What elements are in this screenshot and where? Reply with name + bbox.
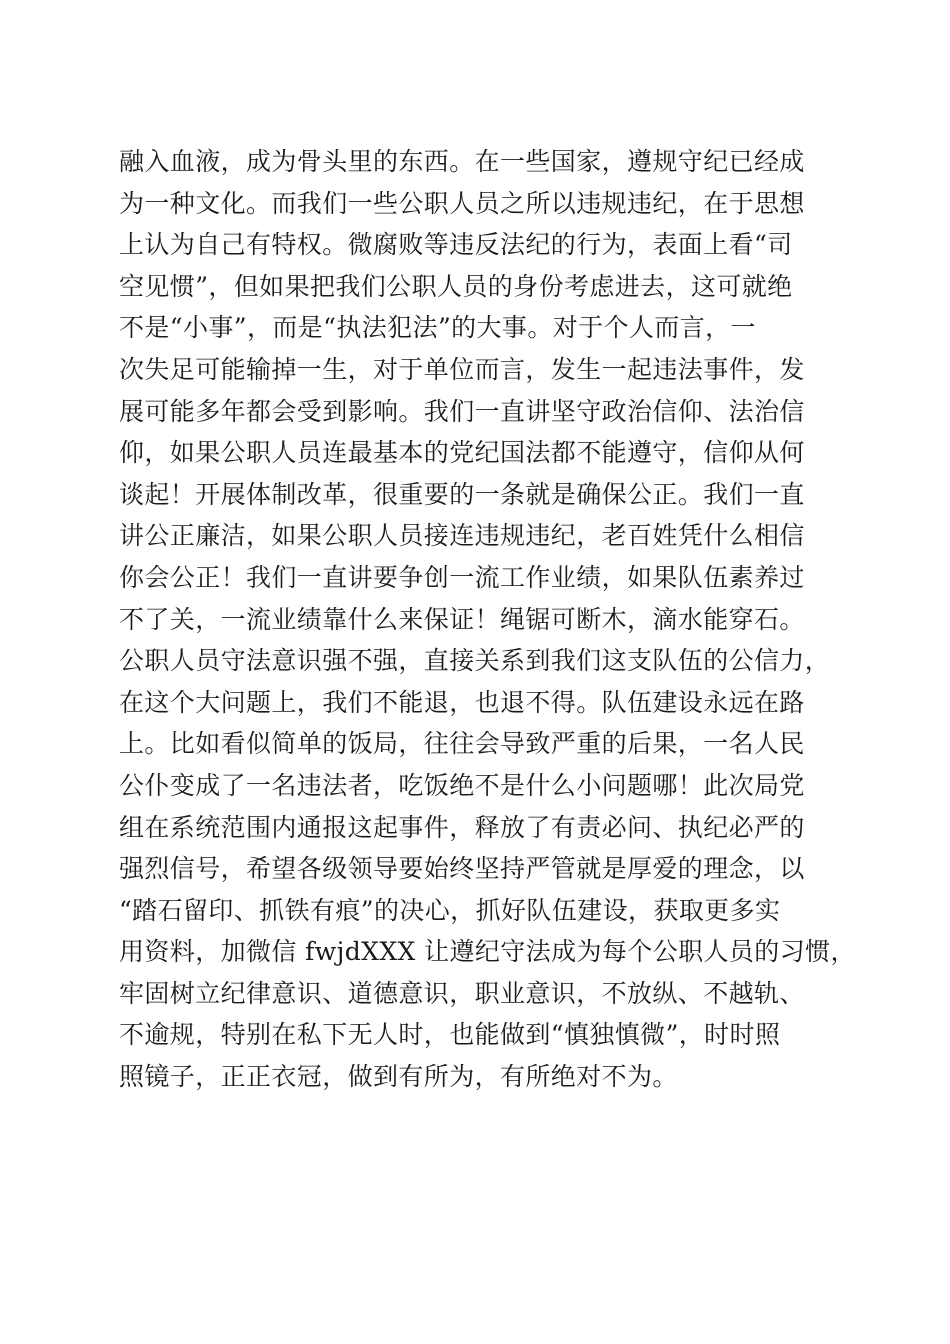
text-line: 融入血液，成为骨头里的东西。在一些国家，遵规守纪已经成 bbox=[119, 147, 805, 176]
text-line: 展可能多年都会受到影响。我们一直讲坚守政治信仰、法治信 bbox=[119, 396, 805, 426]
text-line: 讲公正廉洁，如果公职人员接连违规违纪，老百姓凭什么相信 bbox=[119, 521, 805, 551]
text-line: 公仆变成了一名违法者，吃饭绝不是什么小问题哪！此次局党 bbox=[119, 770, 805, 800]
body-paragraph bbox=[119, 141, 856, 1098]
text-line: 空见惯”，但如果把我们公职人员的身份考虑进去，这可就绝 bbox=[119, 271, 793, 301]
text-line: 你会公正！我们一直讲要争创一流工作业绩，如果队伍素养过 bbox=[119, 562, 805, 592]
text-line: “踏石留印、抓铁有痕”的决心，抓好队伍建设，获取更多实 bbox=[119, 895, 781, 925]
text-line: 仰，如果公职人员连最基本的党纪国法都不能遵守，信仰从何 bbox=[119, 438, 805, 468]
text-line: 不了关，一流业绩靠什么来保证！绳锯可断木，滴水能穿石。 bbox=[119, 604, 805, 634]
text-line: 牢固树立纪律意识、道德意识，职业意识，不放纵、不越轨、 bbox=[119, 978, 805, 1008]
text-line: 强烈信号，希望各级领导要始终坚持严管就是厚爱的理念，以 bbox=[119, 854, 805, 884]
text-line: 用资料，加微信 fwjdXXX 让遵纪守法成为每个公职人员的习惯， bbox=[119, 937, 856, 967]
text-line: 不是“小事”，而是“执法犯法”的大事。对于个人而言，一 bbox=[119, 313, 756, 343]
text-line: 上认为自己有特权。微腐败等违反法纪的行为，表面上看“司 bbox=[119, 230, 793, 260]
text-line: 为一种文化。而我们一些公职人员之所以违规违纪，在于思想 bbox=[119, 188, 805, 218]
text-line: 在这个大问题上，我们不能退，也退不得。队伍建设永远在路 bbox=[119, 687, 805, 717]
text-line: 次失足可能输掉一生，对于单位而言，发生一起违法事件，发 bbox=[119, 354, 805, 384]
text-line: 组在系统范围内通报这起事件，释放了有责必问、执纪必严的 bbox=[119, 812, 805, 842]
text-line: 不逾规，特别在私下无人时，也能做到“慎独慎微”，时时照 bbox=[119, 1020, 781, 1050]
text-line: 谈起！开展体制改革，很重要的一条就是确保公正。我们一直 bbox=[119, 479, 805, 509]
text-line: 照镜子，正正衣冠，做到有所为，有所绝对不为。 bbox=[119, 1062, 678, 1092]
text-line: 上。比如看似简单的饭局，往往会导致严重的后果，一名人民 bbox=[119, 729, 805, 759]
text-line: 公职人员守法意识强不强，直接关系到我们这支队伍的公信力， bbox=[119, 646, 831, 676]
